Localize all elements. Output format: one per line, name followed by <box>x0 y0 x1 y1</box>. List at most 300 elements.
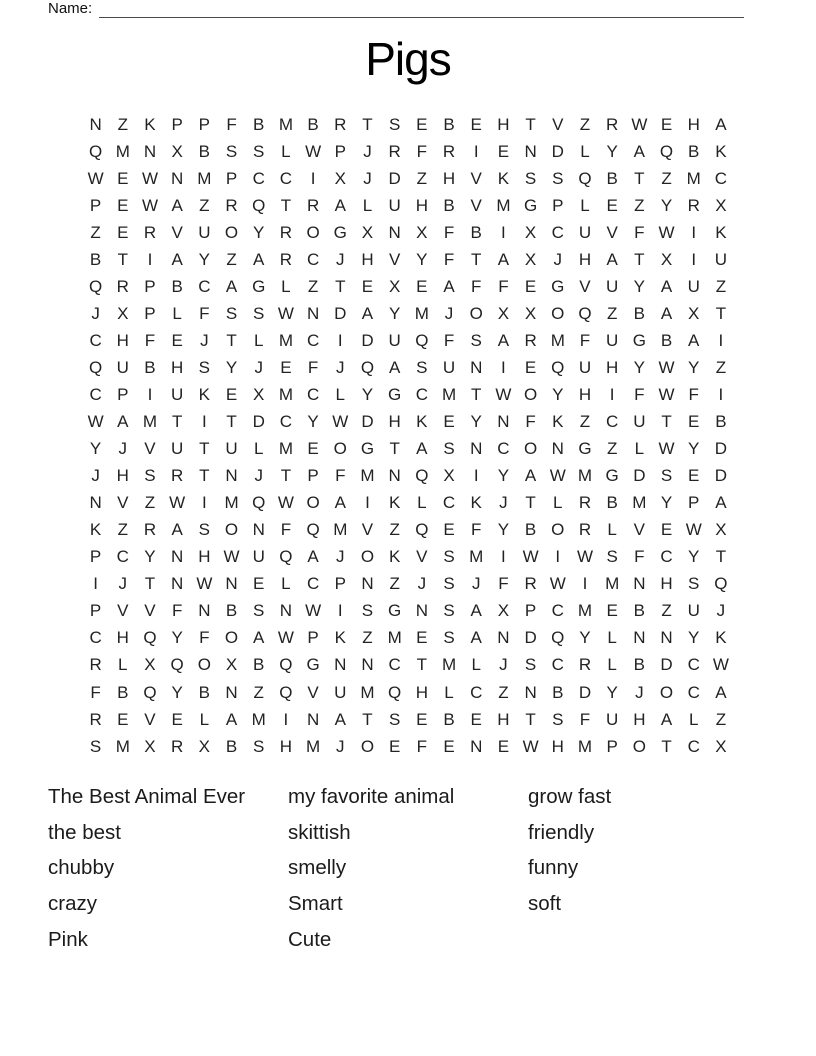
grid-letter: L <box>471 655 481 675</box>
grid-letter: I <box>473 466 479 486</box>
grid-letter: Q <box>659 141 674 161</box>
grid-letter: D <box>551 141 564 161</box>
grid-letter: M <box>360 682 375 702</box>
grid-letter: J <box>254 357 263 377</box>
grid-letter: N <box>470 736 483 756</box>
grid-letter: Q <box>279 547 293 567</box>
grid-letter: L <box>444 682 454 702</box>
word-search-grid <box>82 111 735 760</box>
grid-letter: S <box>443 547 455 567</box>
grid-letter: B <box>307 114 319 134</box>
grid-letter: W <box>658 384 675 404</box>
grid-letter: R <box>279 222 293 242</box>
grid-letter: J <box>254 466 263 486</box>
word-list-item: funny <box>528 856 579 880</box>
grid-letter: P <box>89 547 102 567</box>
grid-letter: W <box>277 628 294 648</box>
grid-letter: M <box>115 736 130 756</box>
word-list-item: Smart <box>288 892 343 916</box>
grid-letter: D <box>361 412 374 432</box>
grid-letter: V <box>470 195 482 215</box>
grid-letter: B <box>606 493 618 513</box>
grid-letter: F <box>688 384 699 404</box>
grid-letter: Z <box>226 249 237 269</box>
grid-letter: X <box>497 601 510 621</box>
grid-letter: V <box>307 682 319 702</box>
grid-letter: B <box>253 114 265 134</box>
grid-letter: V <box>416 547 428 567</box>
grid-letter: K <box>715 222 727 242</box>
grid-letter: T <box>117 249 128 269</box>
grid-letter: Q <box>143 682 157 702</box>
grid-letter: J <box>91 303 100 323</box>
grid-letter: G <box>388 601 402 621</box>
grid-letter: I <box>718 384 724 404</box>
grid-letter: V <box>144 709 156 729</box>
grid-letter: L <box>607 655 617 675</box>
word-list-item: grow fast <box>528 785 612 808</box>
grid-letter: C <box>306 384 320 404</box>
grid-letter: S <box>361 601 374 621</box>
grid-letter: I <box>93 574 98 594</box>
grid-letter: Z <box>579 412 591 432</box>
grid-letter: P <box>144 276 156 296</box>
grid-letter: N <box>470 439 483 459</box>
grid-letter: T <box>471 249 482 269</box>
grid-letter: Z <box>579 114 591 134</box>
grid-letter: A <box>715 114 727 134</box>
grid-letter: M <box>632 493 647 513</box>
grid-letter: B <box>524 520 537 540</box>
grid-letter: T <box>280 466 292 486</box>
grid-letter: R <box>116 276 129 296</box>
grid-letter: B <box>470 222 482 242</box>
grid-letter: H <box>116 628 129 648</box>
grid-letter: N <box>470 357 483 377</box>
grid-letter: I <box>201 493 207 513</box>
grid-letter: U <box>116 357 129 377</box>
grid-letter: W <box>141 168 158 188</box>
grid-letter: O <box>224 520 239 540</box>
grid-letter: I <box>691 222 697 242</box>
grid-letter: F <box>307 357 319 377</box>
grid-letter: T <box>362 114 373 134</box>
word-list-item: Pink <box>48 927 88 951</box>
grid-letter: Y <box>144 547 156 567</box>
grid-letter: G <box>551 276 565 296</box>
word-list-item: Cute <box>288 927 332 951</box>
grid-letter: S <box>606 547 618 567</box>
grid-letter: A <box>524 466 537 486</box>
grid-letter: W <box>549 574 566 594</box>
grid-letter: K <box>89 520 102 540</box>
grid-letter: M <box>278 114 293 134</box>
grid-letter: S <box>443 601 455 621</box>
grid-letter: Y <box>253 222 265 242</box>
grid-letter: H <box>361 249 374 269</box>
grid-letter: N <box>524 141 537 161</box>
grid-letter: U <box>606 330 619 350</box>
word-list-item: the best <box>48 820 121 844</box>
grid-letter: Q <box>252 195 266 215</box>
grid-letter: S <box>388 709 401 729</box>
grid-letter: N <box>388 222 401 242</box>
grid-letter: S <box>144 466 156 486</box>
grid-letter: O <box>469 303 483 323</box>
grid-letter: Y <box>579 628 591 648</box>
grid-letter: Y <box>688 628 700 648</box>
grid-letter: R <box>89 709 102 729</box>
grid-letter: K <box>334 628 346 648</box>
grid-letter: C <box>660 547 673 567</box>
grid-letter: A <box>225 709 238 729</box>
grid-letter: F <box>144 330 156 350</box>
grid-letter: W <box>685 520 702 540</box>
grid-letter: Y <box>361 384 374 404</box>
grid-letter: W <box>576 547 593 567</box>
grid-letter: A <box>633 141 646 161</box>
grid-letter: B <box>633 601 646 621</box>
grid-letter: I <box>201 412 207 432</box>
grid-letter: W <box>223 547 240 567</box>
grid-letter: N <box>171 168 184 188</box>
grid-letter: X <box>660 249 673 269</box>
grid-letter: F <box>471 276 482 296</box>
grid-letter: E <box>470 709 482 729</box>
grid-letter: A <box>361 303 374 323</box>
grid-letter: Q <box>415 330 429 350</box>
grid-letter: C <box>306 574 320 594</box>
grid-letter: Q <box>279 682 293 702</box>
grid-letter: V <box>361 520 374 540</box>
grid-letter: K <box>416 412 428 432</box>
grid-letter: I <box>555 547 561 567</box>
grid-letter: L <box>634 439 645 459</box>
word-list-item: crazy <box>48 892 97 916</box>
grid-letter: R <box>171 736 184 756</box>
word-list-item: my favorite animal <box>288 785 455 808</box>
grid-letter: N <box>660 628 673 648</box>
grid-letter: D <box>252 412 265 432</box>
grid-letter: F <box>579 330 591 350</box>
grid-letter: W <box>332 412 349 432</box>
grid-letter: E <box>524 357 537 377</box>
grid-letter: L <box>553 493 563 513</box>
grid-letter: X <box>715 195 727 215</box>
grid-letter: C <box>551 655 564 675</box>
grid-letter: M <box>197 168 212 188</box>
grid-letter: K <box>388 493 401 513</box>
grid-letter: J <box>471 574 481 594</box>
grid-letter: H <box>551 736 564 756</box>
grid-letter: U <box>198 222 211 242</box>
grid-letter: M <box>333 520 348 540</box>
grid-letter: Z <box>199 195 210 215</box>
grid-letter: U <box>388 195 401 215</box>
grid-letter: N <box>225 466 238 486</box>
grid-letter: Q <box>143 628 157 648</box>
grid-letter: Z <box>416 168 428 188</box>
grid-letter: N <box>171 547 184 567</box>
grid-letter: F <box>498 574 509 594</box>
grid-letter: B <box>633 303 646 323</box>
grid-letter: K <box>715 141 727 161</box>
grid-letter: H <box>279 736 293 756</box>
grid-letter: Z <box>715 276 727 296</box>
grid-letter: W <box>87 412 104 432</box>
grid-letter: Y <box>497 520 510 540</box>
grid-letter: P <box>307 628 319 648</box>
grid-letter: O <box>360 736 375 756</box>
grid-letter: Z <box>362 628 373 648</box>
grid-letter: S <box>470 330 482 350</box>
grid-letter: X <box>497 303 510 323</box>
grid-letter: K <box>388 547 401 567</box>
grid-letter: Y <box>660 195 673 215</box>
grid-letter: N <box>171 574 184 594</box>
grid-letter: S <box>253 303 265 323</box>
grid-letter: M <box>550 330 565 350</box>
grid-letter: T <box>389 439 400 459</box>
grid-letter: Q <box>279 655 293 675</box>
grid-letter: P <box>334 574 346 594</box>
grid-letter: I <box>691 249 697 269</box>
grid-letter: Z <box>661 601 672 621</box>
grid-letter: L <box>199 709 210 729</box>
grid-letter: B <box>443 195 455 215</box>
grid-letter: Y <box>416 249 428 269</box>
grid-letter: T <box>634 249 645 269</box>
grid-letter: T <box>525 493 536 513</box>
grid-letter: U <box>578 222 592 242</box>
grid-letter: P <box>307 466 319 486</box>
grid-letter: T <box>280 195 292 215</box>
grid-letter: X <box>117 303 129 323</box>
grid-letter: C <box>687 655 700 675</box>
grid-letter: V <box>388 249 401 269</box>
grid-letter: Q <box>170 655 184 675</box>
grid-letter: J <box>444 303 454 323</box>
grid-letter: C <box>497 439 510 459</box>
grid-letter: E <box>171 709 183 729</box>
grid-letter: V <box>144 439 156 459</box>
word-list-item: The Best Animal Ever <box>48 785 246 808</box>
grid-letter: L <box>607 520 617 540</box>
grid-letter: A <box>497 249 510 269</box>
grid-letter: U <box>171 439 184 459</box>
grid-letter: Z <box>606 303 618 323</box>
grid-letter: Y <box>497 466 510 486</box>
grid-letter: L <box>362 195 373 215</box>
word-list-column <box>528 779 611 922</box>
grid-letter: C <box>388 655 401 675</box>
grid-letter: S <box>416 357 428 377</box>
grid-letter: Z <box>307 276 319 296</box>
grid-letter: X <box>198 736 211 756</box>
grid-letter: Y <box>171 682 183 702</box>
grid-letter: M <box>686 168 701 188</box>
grid-letter: O <box>659 682 674 702</box>
grid-letter: P <box>606 736 618 756</box>
grid-letter: G <box>360 439 375 459</box>
grid-letter: A <box>416 439 428 459</box>
grid-letter: Z <box>117 114 128 134</box>
grid-letter: V <box>633 520 646 540</box>
grid-letter: B <box>171 276 183 296</box>
grid-letter: U <box>578 357 592 377</box>
grid-letter: H <box>171 357 184 377</box>
grid-letter: L <box>580 141 590 161</box>
grid-letter: R <box>687 195 700 215</box>
grid-letter: F <box>525 412 536 432</box>
grid-letter: B <box>225 601 238 621</box>
grid-letter: E <box>688 466 700 486</box>
grid-letter: M <box>441 655 457 675</box>
grid-letter: V <box>579 276 591 296</box>
grid-letter: A <box>171 195 183 215</box>
grid-letter: S <box>89 736 102 756</box>
grid-letter: G <box>306 655 320 675</box>
grid-letter: C <box>252 168 265 188</box>
grid-letter: B <box>89 249 102 269</box>
grid-letter: A <box>171 520 183 540</box>
grid-letter: N <box>361 574 374 594</box>
grid-letter: A <box>388 357 401 377</box>
grid-letter: Z <box>389 520 400 540</box>
grid-letter: M <box>224 493 239 513</box>
grid-letter: L <box>253 439 264 459</box>
grid-letter: Q <box>415 466 429 486</box>
grid-letter: E <box>416 276 428 296</box>
grid-letter: X <box>253 384 265 404</box>
grid-letter: H <box>116 330 129 350</box>
grid-letter: A <box>470 601 482 621</box>
grid-letter: B <box>715 412 727 432</box>
grid-letter: H <box>497 114 510 134</box>
grid-letter: Q <box>714 574 728 594</box>
grid-letter: S <box>253 141 265 161</box>
grid-letter: P <box>89 195 102 215</box>
grid-letter: C <box>198 276 211 296</box>
grid-letter: H <box>578 249 592 269</box>
word-list <box>0 779 816 959</box>
grid-letter: X <box>334 168 346 188</box>
grid-letter: T <box>362 709 373 729</box>
grid-letter: Q <box>578 303 592 323</box>
grid-letter: F <box>634 222 645 242</box>
grid-letter: Y <box>688 357 700 377</box>
grid-letter: Y <box>606 141 618 161</box>
grid-letter: F <box>443 330 455 350</box>
grid-letter: M <box>360 466 375 486</box>
grid-letter: F <box>634 547 645 567</box>
grid-letter: R <box>171 466 184 486</box>
grid-letter: B <box>443 709 455 729</box>
grid-letter: G <box>523 195 538 215</box>
grid-letter: U <box>606 709 619 729</box>
grid-letter: E <box>225 384 238 404</box>
grid-letter: V <box>552 114 564 134</box>
grid-letter: U <box>633 412 646 432</box>
grid-letter: Z <box>389 574 400 594</box>
grid-letter: J <box>91 466 100 486</box>
grid-letter: M <box>115 141 130 161</box>
grid-letter: C <box>279 412 293 432</box>
grid-letter: O <box>224 222 239 242</box>
grid-letter: Y <box>552 384 564 404</box>
grid-letter: N <box>89 114 102 134</box>
grid-letter: E <box>443 520 455 540</box>
grid-letter: T <box>144 574 156 594</box>
grid-letter: N <box>551 439 564 459</box>
grid-letter: F <box>416 736 428 756</box>
grid-letter: S <box>443 574 455 594</box>
grid-letter: T <box>715 303 727 323</box>
grid-letter: O <box>523 439 538 459</box>
grid-letter: I <box>609 384 615 404</box>
grid-letter: X <box>361 222 374 242</box>
grid-letter: E <box>606 601 618 621</box>
grid-letter: A <box>715 682 727 702</box>
grid-letter: E <box>660 114 673 134</box>
name-label: Name: <box>48 0 93 17</box>
grid-letter: C <box>116 547 129 567</box>
grid-letter: H <box>660 574 673 594</box>
word-list-item: smelly <box>288 856 347 880</box>
grid-letter: W <box>169 493 186 513</box>
grid-letter: P <box>89 601 102 621</box>
grid-letter: R <box>143 520 157 540</box>
grid-letter: L <box>281 574 291 594</box>
grid-letter: S <box>198 357 211 377</box>
grid-letter: G <box>578 439 592 459</box>
grid-letter: A <box>688 330 700 350</box>
grid-letter: R <box>334 114 347 134</box>
grid-letter: Q <box>551 628 565 648</box>
grid-letter: F <box>199 303 210 323</box>
grid-letter: O <box>224 628 239 648</box>
grid-letter: T <box>226 412 237 432</box>
grid-letter: F <box>199 628 210 648</box>
grid-letter: M <box>577 601 593 621</box>
grid-letter: F <box>443 249 455 269</box>
grid-letter: V <box>144 601 156 621</box>
grid-letter: A <box>606 249 618 269</box>
grid-letter: G <box>605 466 619 486</box>
grid-letter: E <box>443 412 455 432</box>
grid-letter: U <box>442 357 456 377</box>
grid-letter: Y <box>688 439 700 459</box>
grid-letter: R <box>279 249 293 269</box>
grid-letter: K <box>144 114 156 134</box>
grid-letter: D <box>361 330 374 350</box>
grid-letter: R <box>606 114 619 134</box>
grid-letter: K <box>198 384 211 404</box>
grid-letter: N <box>306 709 320 729</box>
grid-letter: E <box>253 574 265 594</box>
grid-letter: X <box>688 303 700 323</box>
grid-letter: O <box>551 520 565 540</box>
grid-letter: S <box>660 466 673 486</box>
grid-letter: W <box>658 357 675 377</box>
grid-letter: S <box>253 601 265 621</box>
grid-letter: H <box>198 547 211 567</box>
name-blank-line <box>99 1 744 18</box>
name-header <box>48 0 744 18</box>
grid-letter: H <box>606 357 619 377</box>
grid-letter: Y <box>606 682 618 702</box>
grid-letter: A <box>715 493 727 513</box>
